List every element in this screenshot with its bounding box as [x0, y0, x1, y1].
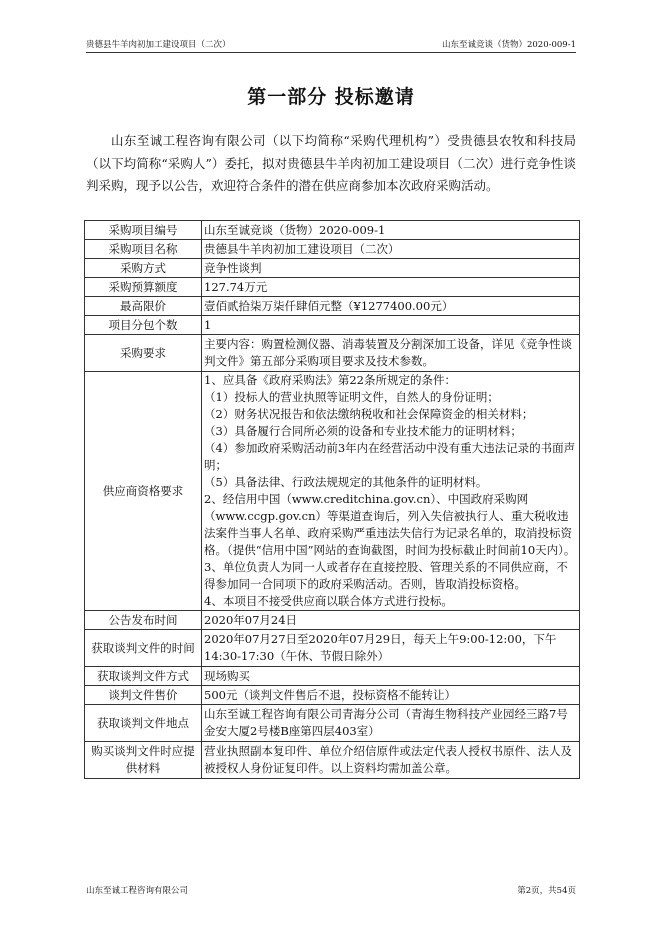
qualification-item: 4、本项目不接受供应商以联合体方式进行投标。 [204, 594, 453, 608]
table-row [85, 667, 580, 686]
table-row [85, 278, 580, 297]
qualification-item: 3、单位负责人为同一人或者存在直接控股、管理关系的不同供应商，不得参加同一合同项下的政府采购活动。否则，皆取消投标资格。 [204, 560, 568, 591]
qualification-item: （1）投标人的营业执照等证明文件，自然人的身份证明； [204, 390, 499, 404]
table-row [85, 316, 580, 335]
row-value: 竞争性谈判 [202, 259, 580, 278]
qualification-row [85, 372, 580, 611]
qualification-item: （2）财务状况报告和依法缴纳税收和社会保障资金的相关材料； [204, 407, 534, 421]
row-label: 获取谈判文件地点 [85, 705, 202, 742]
table-row [85, 297, 580, 316]
row-value: 山东至诚工程咨询有限公司青海分公司（青海生物科技产业园经三路7号金安大厦2号楼B座第四层403室） [202, 705, 580, 742]
row-label: 项目分包个数 [85, 316, 202, 335]
row-value: 2020年07月24日 [202, 611, 580, 630]
procurement-info-table [84, 220, 580, 779]
row-value: 1 [202, 316, 580, 335]
row-label: 购买谈判文件时应提供材料 [85, 742, 202, 779]
row-value: 500元（谈判文件售后不退，投标资格不能转让） [202, 686, 580, 705]
footer-company: 山东至诚工程咨询有限公司 [86, 886, 189, 896]
row-value: 山东至诚竞谈（货物）2020-009-1 [202, 221, 580, 240]
row-label: 获取谈判文件方式 [85, 667, 202, 686]
row-label: 采购要求 [85, 335, 202, 372]
qualification-label: 供应商资格要求 [85, 372, 202, 611]
table-row [85, 335, 580, 372]
table-row [85, 630, 580, 667]
row-label: 最高限价 [85, 297, 202, 316]
row-label: 谈判文件售价 [85, 686, 202, 705]
row-value: 127.74万元 [202, 278, 580, 297]
header-project-code: 山东至诚竞谈（货物）2020-009-1 [441, 40, 576, 50]
table-row [85, 742, 580, 779]
row-label: 采购项目名称 [85, 240, 202, 259]
table-row [85, 705, 580, 742]
table-row [85, 259, 580, 278]
qualification-content [202, 372, 580, 611]
table-row [85, 611, 580, 630]
page-title: 第一部分 投标邀请 [247, 86, 415, 108]
row-label: 采购项目编号 [85, 221, 202, 240]
row-label: 公告发布时间 [85, 611, 202, 630]
footer-page-number: 第2页，共54页 [517, 886, 576, 896]
table-row [85, 221, 580, 240]
row-value: 现场购买 [202, 667, 580, 686]
row-value: 壹佰贰拾柒万柒仟肆佰元整（¥1277400.00元） [202, 297, 580, 316]
row-value: 营业执照副本复印件、单位介绍信原件或法定代表人授权书原件、法人及被授权人身份证复印件。以上资料均需加盖公章。 [202, 742, 580, 779]
row-value: 主要内容：购置检测仪器、消毒装置及分割深加工设备，详见《竞争性谈判文件》第五部分采购项目要求及技术参数。 [202, 335, 580, 372]
qualification-item: （3）具备履行合同所必须的设备和专业技术能力的证明材料； [204, 424, 522, 438]
page-header [86, 38, 576, 53]
header-project-name: 贵德县牛羊肉初加工建设项目（二次） [86, 40, 231, 50]
row-label: 采购预算额度 [85, 278, 202, 297]
table-row [85, 240, 580, 259]
table-row [85, 686, 580, 705]
row-value: 2020年07月27日至2020年07月29日，每天上午9:00-12:00，下午14:30-17:30（午休、节假日除外） [202, 630, 580, 667]
row-value: 贵德县牛羊肉初加工建设项目（二次） [202, 240, 580, 259]
qualification-item: 2、经信用中国（www.creditchina.gov.cn）、中国政府采购网（www.ccgp.gov.cn）等渠道查询后，列入失信被执行人、重大税收违法案件当事人名单、政府采购严重违法失信行为记录名单的，取消投标资格。（提供“信用中国”网站的查询截图，时间为投标截止时间前10天内）。 [204, 492, 576, 557]
qualification-item: （5）具备法律、行政法规规定的其他条件的证明材料。 [204, 475, 488, 489]
qualification-item: （4）参加政府采购活动前3年内在经营活动中没有重大违法记录的书面声明； [204, 441, 576, 472]
row-label: 获取谈判文件的时间 [85, 630, 202, 667]
row-label: 采购方式 [85, 259, 202, 278]
intro-paragraph: 山东至诚工程咨询有限公司（以下均简称“采购代理机构”）受贵德县农牧和科技局（以下均简称“采购人”）委托，拟对贵德县牛羊肉初加工建设项目（二次）进行竞争性谈判采购，现予以公告，欢迎符合条件的潜在供应商参加本次政府采购活动。 [86, 133, 576, 193]
qualification-item: 1、应具备《政府采购法》第22条所规定的条件： [204, 373, 456, 387]
